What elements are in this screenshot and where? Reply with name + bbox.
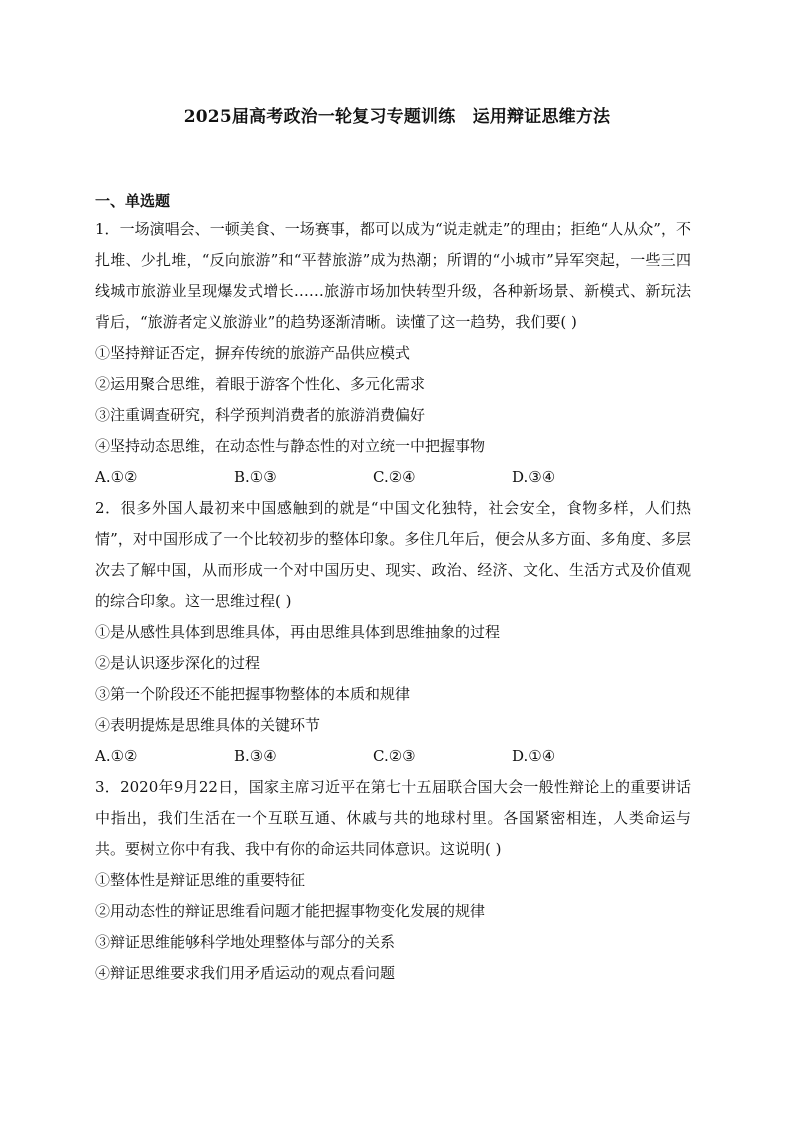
answer-choices (95, 462, 691, 493)
question-stem: 1．一场演唱会、一顿美食、一场赛事，都可以成为“说走就走”的理由；拒绝“人从众”，不扎堆、少扎堆，“反向旅游”和“平替旅游”成为热潮；所谓的“小城市”异军突起，一些三四线城市旅游业呈现爆发式增长……旅游市场加快转型升级，各种新场景、新模式、新玩法背后，“旅游者定义旅游业”的趋势逐渐清晰。读懂了这一趋势，我们要( ) (95, 220, 691, 331)
statement-option: ②用动态性的辩证思维看问题才能把握事物变化发展的规律 (95, 902, 486, 920)
statement-option: ③注重调查研究，科学预判消费者的旅游消费偏好 (95, 406, 426, 424)
document-body (95, 188, 691, 989)
choice-a: A.①② (95, 747, 138, 765)
statement-option: ④表明提炼是思维具体的关键环节 (95, 716, 321, 734)
statement-option: ②是认识逐步深化的过程 (95, 654, 261, 672)
choice-c: C.②③ (373, 747, 416, 765)
question-3 (95, 772, 691, 989)
answer-choices (95, 741, 691, 772)
question-1 (95, 214, 691, 493)
choice-c: C.②④ (373, 468, 416, 486)
statement-option: ②运用聚合思维，着眼于游客个性化、多元化需求 (95, 375, 426, 393)
statement-option: ①是从感性具体到思维具体，再由思维具体到思维抽象的过程 (95, 623, 501, 641)
statement-option: ①坚持辩证否定，摒弃传统的旅游产品供应模式 (95, 344, 411, 362)
question-stem: 2．很多外国人最初来中国感触到的就是“中国文化独特，社会安全，食物多样，人们热情”，对中国形成了一个比较初步的整体印象。多住几年后，便会从多方面、多角度、多层次去了解中国，从而形成一个对中国历史、现实、政治、经济、文化、生活方式及价值观的综合印象。这一思维过程( ) (95, 499, 691, 610)
choice-b: B.①③ (234, 468, 277, 486)
choice-d: D.③④ (512, 468, 556, 486)
choice-a: A.①② (95, 468, 138, 486)
statement-option: ③第一个阶段还不能把握事物整体的本质和规律 (95, 685, 411, 703)
statement-option: ④辩证思维要求我们用矛盾运动的观点看问题 (95, 964, 396, 982)
choice-b: B.③④ (234, 747, 277, 765)
statement-option: ④坚持动态思维，在动态性与静态性的对立统一中把握事物 (95, 437, 486, 455)
statement-option: ③辩证思维能够科学地处理整体与部分的关系 (95, 933, 396, 951)
question-stem: 3．2020年9月22日，国家主席习近平在第七十五届联合国大会一般性辩论上的重要讲话中指出，我们生活在一个互联互通、休戚与共的地球村里。各国紧密相连，人类命运与共。要树立你中有我、我中有你的命运共同体意识。这说明( ) (95, 778, 691, 858)
question-2 (95, 493, 691, 772)
statement-option: ①整体性是辩证思维的重要特征 (95, 871, 306, 889)
document-title: 2025届高考政治一轮复习专题训练 运用辩证思维方法 (183, 107, 611, 127)
section-heading: 一、单选题 (95, 192, 171, 210)
choice-d: D.①④ (512, 747, 556, 765)
